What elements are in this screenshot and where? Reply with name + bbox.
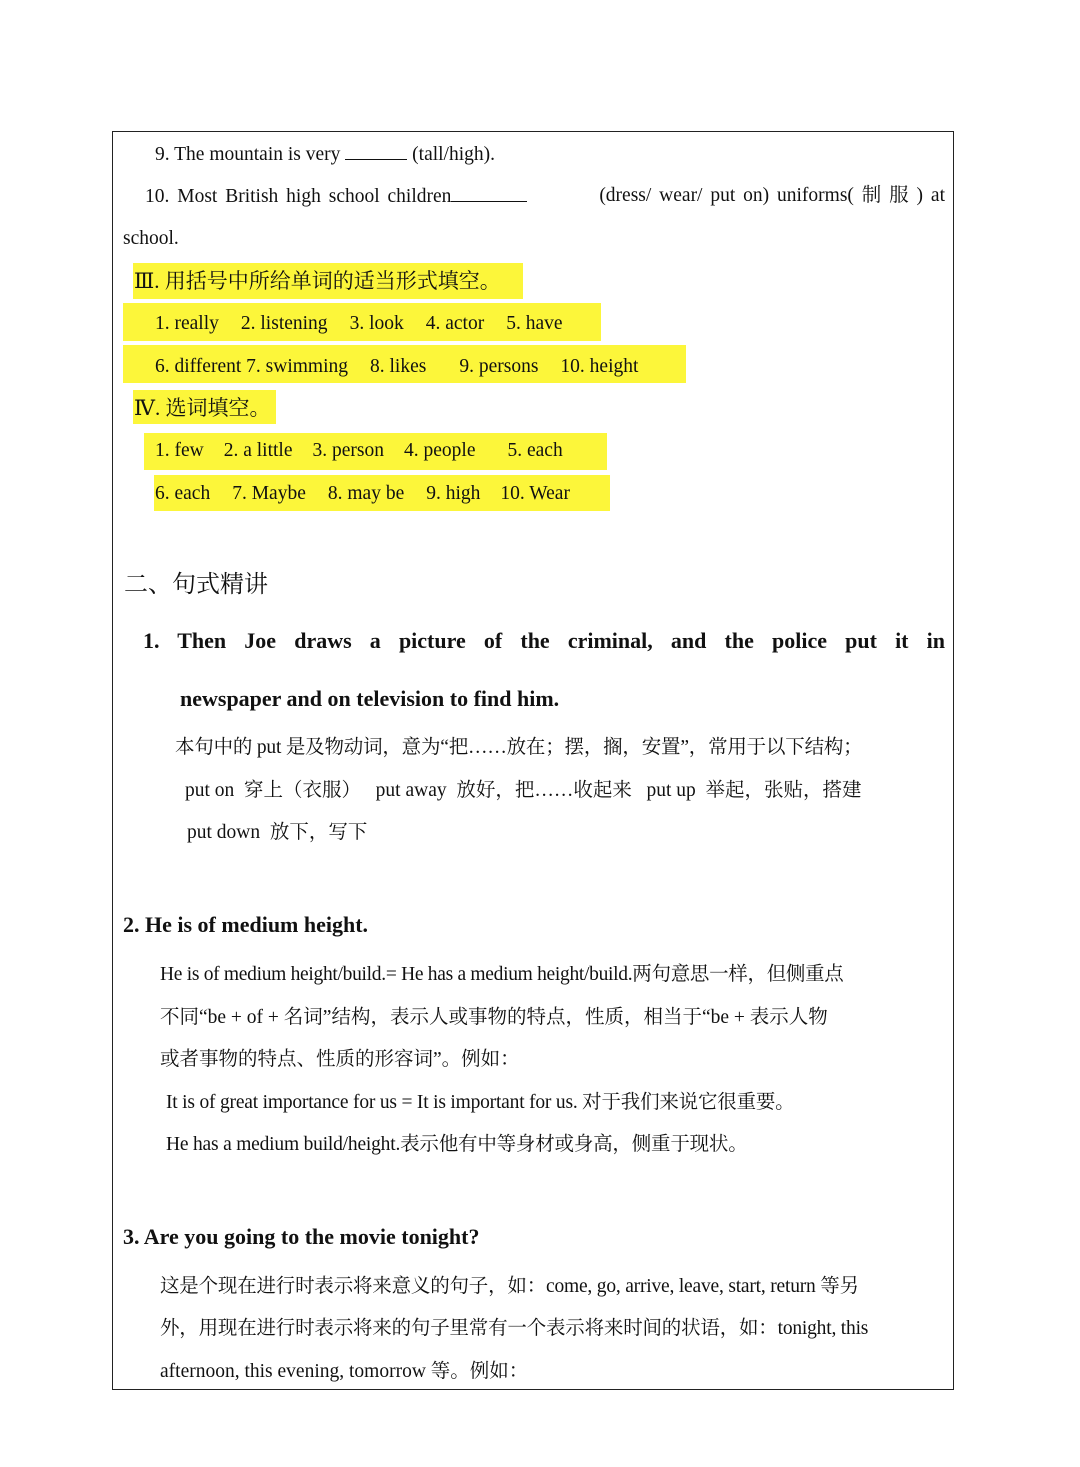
item1-line2: put on 穿上（衣服） put away 放好，把……收起来 put up 举起，张贴，搭建 — [185, 780, 862, 801]
item2-line2 — [160, 1005, 828, 1031]
section2-title: 二、句式精讲 — [124, 572, 268, 598]
s3-ans-6-7: 6. different 7. swimming — [155, 356, 348, 377]
s3-ans-1: 1. really — [155, 313, 219, 334]
item2-line1: He is of medium height/build.= He has a medium height/build.两句意思一样，但侧重点 — [160, 964, 844, 985]
q10-prefix-group — [145, 183, 527, 210]
section3-title: Ⅲ. 用括号中所给单词的适当形式填空。 — [134, 269, 501, 293]
item3-line1: 这是个现在进行时表示将来意义的句子，如：come, go, arrive, leave, start, return 等另 — [160, 1276, 859, 1297]
s4-ans-10: 10. Wear — [500, 483, 570, 504]
s4-ans-1: 1. few — [155, 440, 204, 461]
exercise-q9 — [155, 141, 495, 168]
s4-ans-9: 9. high — [426, 483, 481, 504]
item3-heading: 3. Are you going to the movie tonight? — [123, 1224, 480, 1249]
item2-heading: 2. He is of medium height. — [123, 912, 369, 937]
item1-heading-line1: 1. Then Joe draws a picture of the criminal, and the police put it in — [143, 628, 945, 653]
q10-blank — [451, 183, 527, 202]
exercise-q10 — [145, 183, 945, 210]
item2-example2: He has a medium build/height.表示他有中等身材或身高，侧重于现状。 — [166, 1134, 748, 1155]
s3-ans-2: 2. listening — [240, 313, 328, 334]
q9-prefix: 9. The mountain is very — [155, 144, 341, 165]
item1-heading-line2: newspaper and on television to find him. — [180, 686, 560, 711]
exercise-q10-cont: school. — [123, 228, 179, 249]
section4-row1 — [155, 438, 563, 464]
item2-line3: 或者事物的特点、性质的形容词”。例如： — [160, 1049, 520, 1070]
item3-line3: afternoon, this evening, tomorrow 等。例如： — [160, 1361, 529, 1382]
item2-example1: It is of great importance for us = It is important for us. 对于我们来说它很重要。 — [166, 1092, 795, 1113]
s3-ans-8: 8. likes — [370, 356, 427, 377]
item2-line2-text: 不同“be + of + 名词”结构，表示人或事物的特点，性质，相当于“be + 表示人物 — [160, 1007, 828, 1028]
q9-suffix: (tall/high). — [412, 144, 496, 165]
q10-suffix: (dress/ wear/ put on) uniforms( 制 服 ) at — [599, 185, 945, 206]
s4-ans-5: 5. each — [507, 440, 563, 461]
s4-ans-8: 8. may be — [327, 483, 405, 504]
s3-ans-4: 4. actor — [425, 313, 485, 334]
item1-line3: put down 放下，写下 — [187, 822, 368, 843]
s3-ans-5: 5. have — [506, 313, 563, 334]
item3-line2: 外，用现在进行时表示将来的句子里常有一个表示将来时间的状语，如：tonight, this — [160, 1318, 869, 1339]
section3-row2 — [155, 354, 638, 380]
s4-ans-7: 7. Maybe — [232, 483, 306, 504]
item1-line1: 本句中的 put 是及物动词，意为“把……放在；摆，搁，安置”，常用于以下结构； — [175, 737, 863, 758]
s4-ans-3: 3. person — [312, 440, 385, 461]
section4-title: Ⅳ. 选词填空。 — [134, 396, 271, 420]
s4-ans-4: 4. people — [404, 440, 476, 461]
s3-ans-9: 9. persons — [459, 356, 539, 377]
s3-ans-10: 10. height — [560, 356, 639, 377]
s4-ans-6: 6. each — [155, 483, 211, 504]
section3-row1 — [155, 311, 563, 337]
s3-ans-3: 3. look — [349, 313, 404, 334]
s4-ans-2: 2. a little — [223, 440, 293, 461]
section4-row2 — [155, 481, 570, 507]
q9-blank — [345, 141, 407, 160]
q10-prefix: 10. Most British high school children — [145, 186, 452, 207]
